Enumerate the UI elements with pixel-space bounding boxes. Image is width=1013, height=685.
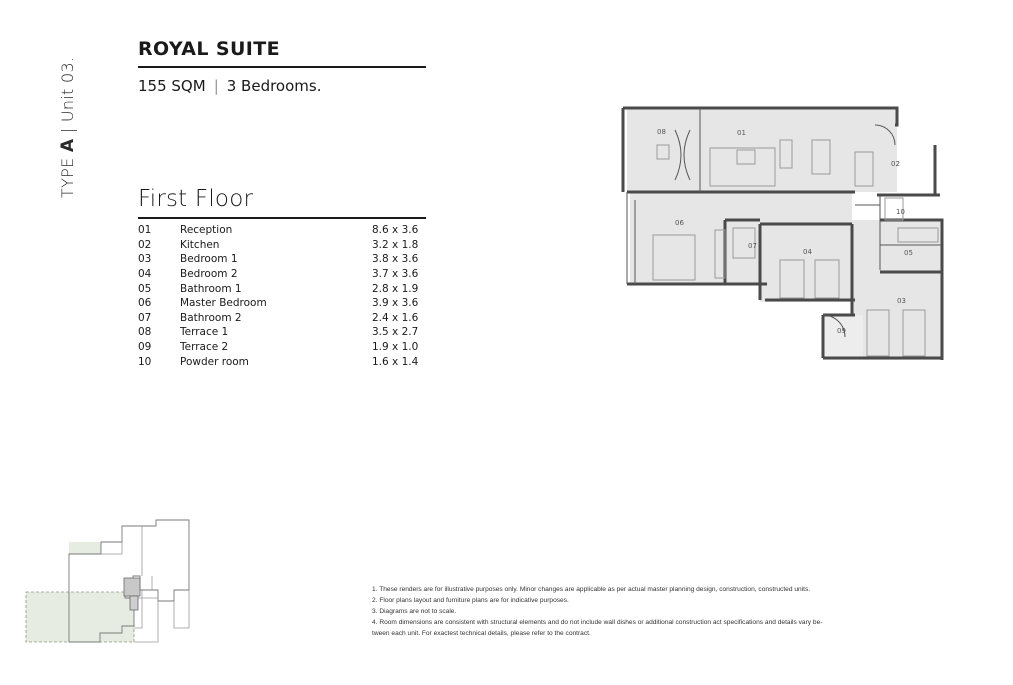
plan-label-08: 08: [657, 128, 666, 136]
room-row: [138, 296, 426, 311]
floor-plan: [615, 100, 950, 365]
plan-label-10: 10: [896, 208, 905, 216]
room-dimensions: 2.8 x 1.9: [372, 282, 419, 295]
room-number: 03: [138, 253, 152, 266]
type-separator: |: [58, 127, 77, 134]
room-name: Kitchen: [180, 238, 220, 251]
room-number: 09: [138, 341, 152, 354]
room-dimensions: 2.4 x 1.6: [372, 311, 419, 324]
plan-label-04: 04: [803, 248, 812, 256]
plan-label-09: 09: [837, 327, 846, 335]
room-name: Bedroom 2: [180, 268, 238, 281]
key-plan-unit-marker: [124, 578, 140, 596]
room-dimensions: 8.6 x 3.6: [372, 224, 419, 237]
room-name: Terrace 2: [180, 341, 229, 354]
floor-title: First Floor: [138, 186, 254, 212]
room-number: 07: [138, 311, 152, 324]
note-4-continued: tween each unit. For exactest technical details, please refer to the contract.: [372, 630, 591, 637]
key-plan-core: [130, 596, 138, 610]
plan-label-06: 06: [675, 219, 684, 227]
note-1: 1. These renders are for illustrative purposes only. Minor changes are applicable as per actual master planning design, construction, constructed units.: [372, 586, 811, 593]
key-plan-highlight: [26, 592, 134, 642]
plan-label-03: 03: [897, 297, 906, 305]
room-dimensions: 3.2 x 1.8: [372, 238, 419, 251]
room-number: 10: [138, 355, 152, 368]
room-name: Bedroom 1: [180, 253, 238, 266]
room-number: 02: [138, 238, 152, 251]
plan-label-01: 01: [737, 129, 746, 137]
room-name: Powder room: [180, 355, 249, 368]
room-dimensions: 3.8 x 3.6: [372, 253, 419, 266]
summary-separator: |: [213, 77, 219, 95]
type-letter: A: [58, 138, 78, 153]
note-4: 4. Room dimensions are consistent with structural elements and do not include wall dishes or additional construction act specifications and details vary be-: [372, 619, 823, 626]
disclaimer-notes: [372, 584, 982, 639]
room-row: [138, 325, 426, 340]
key-plan: [22, 518, 197, 644]
room-row: [138, 223, 426, 238]
unit-number: Unit 03.: [58, 56, 77, 123]
title-divider: [138, 66, 426, 68]
room-dimensions: 3.7 x 3.6: [372, 268, 419, 281]
room-row: [138, 311, 426, 326]
room-dimensions: 3.5 x 2.7: [372, 326, 419, 339]
room-dimensions: 1.9 x 1.0: [372, 341, 419, 354]
unit-summary: [138, 77, 321, 95]
room-name: Reception: [180, 224, 233, 237]
room-name: Master Bedroom: [180, 297, 267, 310]
note-3: 3. Diagrams are not to scale.: [372, 608, 457, 615]
room-schedule: [138, 223, 426, 369]
plan-label-05: 05: [904, 249, 913, 257]
room-row: [138, 267, 426, 282]
key-plan-green-top: [69, 542, 101, 554]
room-name: Bathroom 2: [180, 311, 242, 324]
bedrooms-text: 3 Bedrooms.: [226, 77, 322, 95]
room-dimensions: 1.6 x 1.4: [372, 355, 419, 368]
floor-plan-fills: [627, 108, 942, 360]
room-row: [138, 354, 426, 369]
room-number: 06: [138, 297, 152, 310]
floor-divider: [138, 217, 426, 219]
room-row: [138, 252, 426, 267]
unit-type-label: [58, 57, 78, 198]
room-number: 04: [138, 268, 152, 281]
room-number: 01: [138, 224, 152, 237]
room-row: [138, 340, 426, 355]
room-name: Bathroom 1: [180, 282, 242, 295]
room-row: [138, 238, 426, 253]
page-title: ROYAL SUITE: [138, 38, 280, 60]
plan-label-07: 07: [748, 242, 757, 250]
room-number: 08: [138, 326, 152, 339]
type-word: TYPE: [58, 157, 77, 198]
room-name: Terrace 1: [180, 326, 229, 339]
plan-label-02: 02: [891, 160, 900, 168]
area-text: 155 SQM: [138, 77, 206, 95]
room-row: [138, 281, 426, 296]
note-2: 2. Floor plans layout and furniture plans are for indicative purposes.: [372, 597, 569, 604]
room-dimensions: 3.9 x 3.6: [372, 297, 419, 310]
room-number: 05: [138, 282, 152, 295]
